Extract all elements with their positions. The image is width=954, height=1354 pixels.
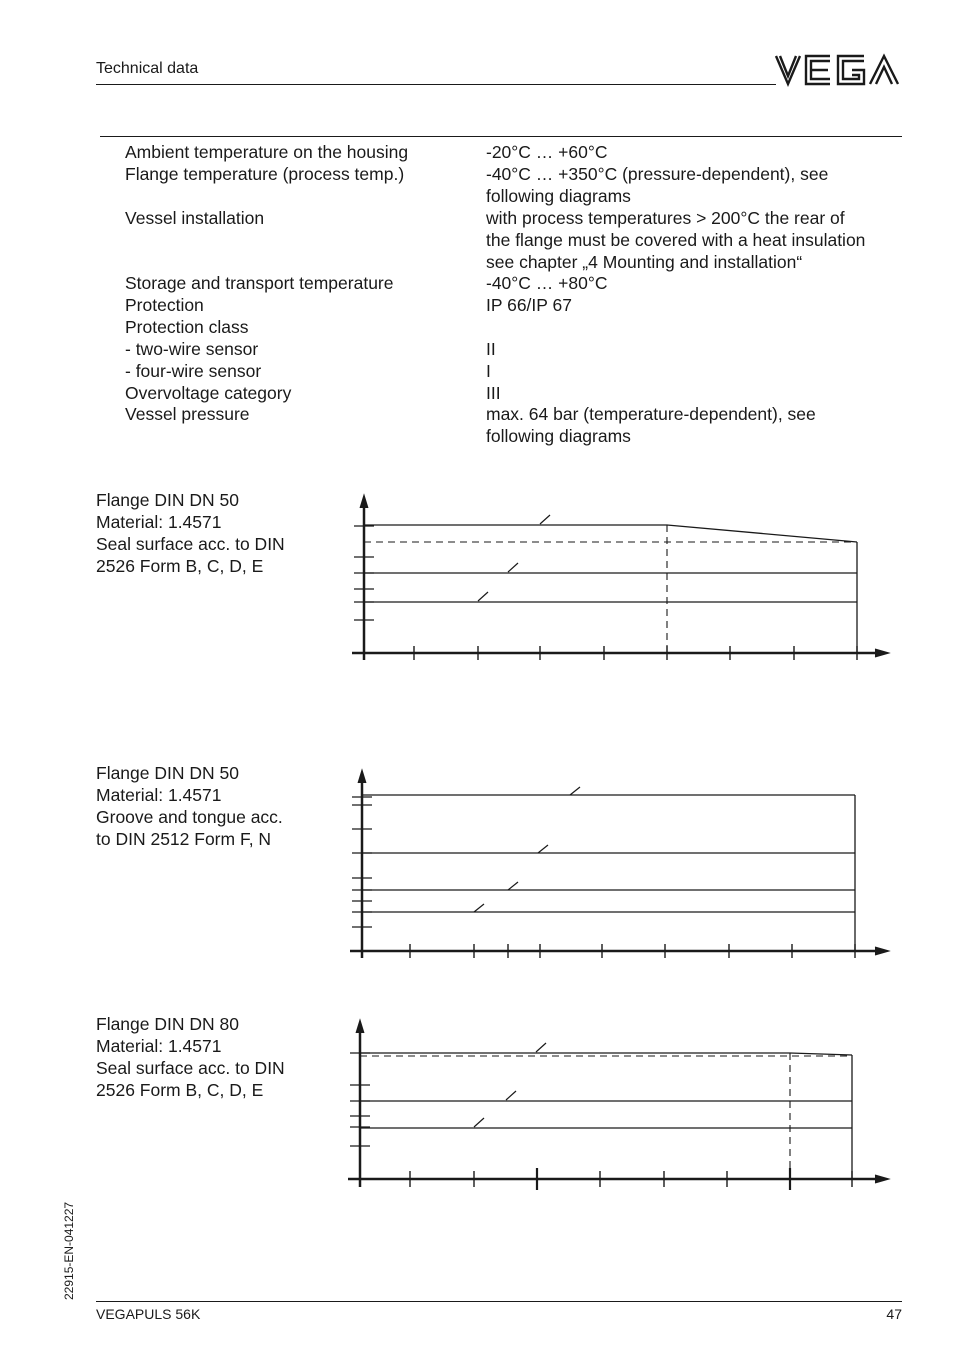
y-axis-arrow: [358, 770, 366, 783]
spec-label: Overvoltage category: [125, 383, 292, 403]
spec-value: max. 64 bar (temperature-dependent), see following diagrams: [486, 404, 816, 446]
x-axis-arrow: [875, 947, 889, 955]
pressure-temperature-diagram: [340, 765, 900, 965]
spec-label: Protection class: [125, 317, 249, 337]
pressure-curve: [360, 1053, 852, 1055]
spec-label: - four-wire sensor: [125, 361, 262, 381]
curve-marker: [508, 882, 518, 890]
spec-value: IP 66/IP 67: [486, 295, 572, 315]
pressure-curve: [364, 525, 857, 542]
header-title: Technical data: [96, 60, 199, 77]
spec-label: Ambient temperature on the housing: [125, 142, 409, 162]
page-number: 47: [886, 1306, 902, 1322]
spec-label: Flange temperature (process temp.): [125, 164, 405, 184]
diagram-caption: Flange DIN DN 80 Material: 1.4571 Seal surface acc. to DIN 2526 Form B, C, D, E: [96, 1014, 285, 1100]
spec-value: -40°C … +80°C: [486, 273, 608, 293]
header-rule: [96, 84, 776, 85]
diagram-caption: Flange DIN DN 50 Material: 1.4571 Seal surface acc. to DIN 2526 Form B, C, D, E: [96, 490, 285, 576]
footer-rule: [96, 1301, 902, 1302]
pressure-temperature-diagram: [340, 490, 900, 670]
spec-label: Storage and transport temperature: [125, 273, 394, 293]
curve-marker: [540, 515, 550, 524]
x-axis-arrow: [875, 649, 889, 657]
document-code: 22915-EN-041227: [62, 1201, 76, 1300]
curve-marker: [536, 1043, 546, 1052]
curve-marker: [570, 787, 580, 795]
curve-marker: [478, 592, 488, 601]
spec-label: Vessel installation: [125, 208, 265, 228]
pressure-temperature-diagram: [340, 1015, 900, 1195]
y-axis-arrow: [356, 1020, 364, 1033]
diagram-caption: Flange DIN DN 50 Material: 1.4571 Groove and tongue acc. to DIN 2512 Form F, N: [96, 763, 283, 849]
spec-value: II: [486, 339, 496, 359]
spec-label: Vessel pressure: [125, 404, 250, 424]
curve-marker: [474, 904, 484, 912]
curve-marker: [474, 1118, 484, 1127]
spec-value: with process temperatures > 200°C the rear of the flange must be covered with a heat insulation see chapter „4 Mounting and installation“: [486, 208, 866, 272]
top-rule: [100, 136, 902, 137]
vega-logo: [772, 50, 904, 90]
curve-marker: [506, 1091, 516, 1100]
spec-label: - two-wire sensor: [125, 339, 259, 359]
y-axis-arrow: [360, 495, 368, 508]
curve-marker: [508, 563, 518, 572]
spec-value: I: [486, 361, 491, 381]
spec-label: Protection: [125, 295, 204, 315]
spec-value: III: [486, 383, 501, 403]
spec-value: -40°C … +350°C (pressure-dependent), see following diagrams: [486, 164, 829, 206]
spec-value: -20°C … +60°C: [486, 142, 608, 162]
curve-marker: [538, 845, 548, 853]
x-axis-arrow: [875, 1175, 889, 1183]
footer-product: VEGAPULS 56K: [96, 1306, 201, 1322]
